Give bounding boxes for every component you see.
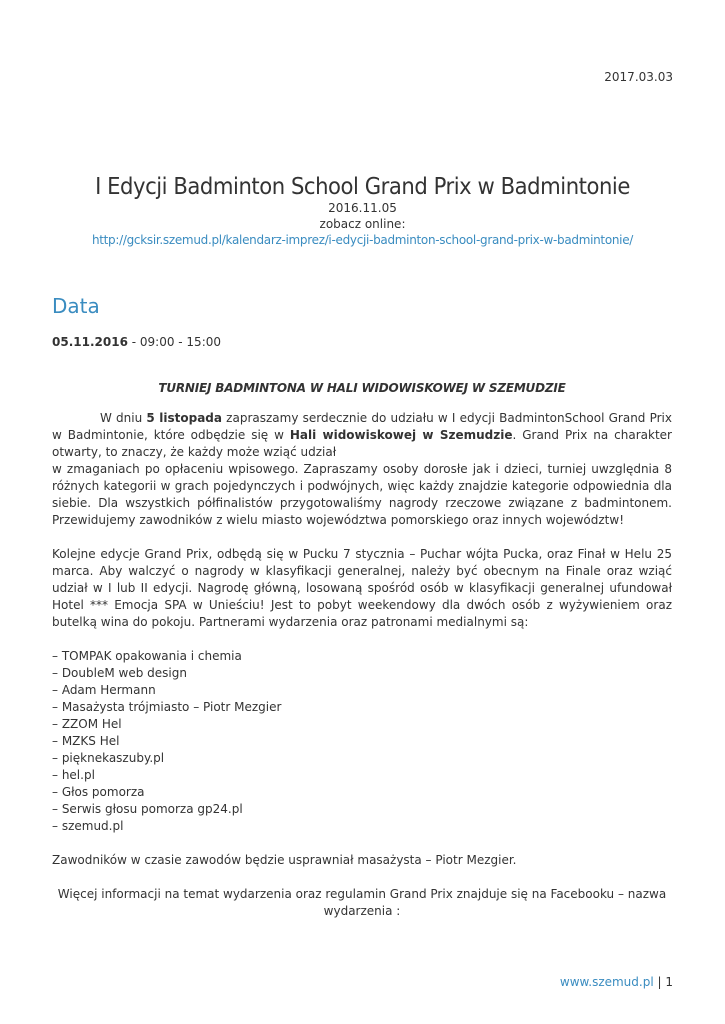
event-title: I Edycji Badminton School Grand Prix w Badmintonie xyxy=(95,174,630,200)
event-url-link[interactable]: http://gcksir.szemud.pl/kalendarz-imprez/i-edycji-badminton-school-grand-prix-w-badmintonie/ xyxy=(91,233,634,247)
event-header xyxy=(0,174,725,248)
sponsor-list xyxy=(52,648,672,835)
list-item: – pięknekaszuby.pl xyxy=(52,751,165,765)
intro-text-2: zapraszamy serdecznie do udziału w I edycji BadmintonSchool Grand Prix w Badmintonie, które odbędzie się w xyxy=(52,411,672,442)
intro-bold-venue: Hali widowiskowej w Szemudzie xyxy=(289,428,513,442)
paragraph-more-info: Więcej informacji na temat wydarzenia oraz regulamin Grand Prix znajduje się na Facebooku – nazwa wydarzenia : xyxy=(57,887,667,918)
list-item: – MZKS Hel xyxy=(52,734,120,748)
list-item: – TOMPAK opakowania i chemia xyxy=(52,649,242,663)
document-date: 2017.03.03 xyxy=(604,70,673,84)
list-item: – Adam Hermann xyxy=(52,683,156,697)
intro-text-3: . Grand Prix na charakter otwarty, to znaczy, że każdy może wziąć udział xyxy=(52,428,672,459)
event-datetime xyxy=(52,335,221,349)
article-body xyxy=(52,380,672,920)
article-headline: TURNIEJ BADMINTONA W HALI WIDOWISKOWEJ W SZEMUDZIE xyxy=(158,381,566,395)
intro-bold-date: 5 listopada xyxy=(146,411,222,425)
paragraph-editions: Kolejne edycje Grand Prix, odbędą się w Pucku 7 stycznia – Puchar wójta Pucka, oraz Finał w Helu 25 marca. Aby walczyć o nagrody w klasyfikacji generalnej, należy być obecnym na Finale oraz wziąć udział w I lub II edycji. Nagrodę główną, losowaną spośród osób w klasyfikacji generalnej ufundował Hotel *** Emocja SPA w Unieściu! Jest to pobyt weekendowy dla dwóch osób z wyżywieniem oraz butelką wina do pokoju. Partnerami wydarzenia oraz patronami medialnymi są: xyxy=(52,547,672,629)
footer-site-link[interactable]: www.szemud.pl xyxy=(559,975,654,989)
section-heading-data: Data xyxy=(52,294,100,318)
list-item: – Serwis głosu pomorza gp24.pl xyxy=(52,802,243,816)
footer-separator: | xyxy=(653,975,666,989)
page-number: 1 xyxy=(665,975,673,989)
list-item: – ZZOM Hel xyxy=(52,717,122,731)
paragraph-masseur: Zawodników w czasie zawodów będzie usprawniał masażysta – Piotr Mezgier. xyxy=(52,853,517,867)
list-item: – hel.pl xyxy=(52,768,95,782)
event-time-range: - 09:00 - 15:00 xyxy=(127,335,222,349)
list-item: – szemud.pl xyxy=(52,819,124,833)
intro-text-1: W dniu xyxy=(100,411,147,425)
list-item: – DoubleM web design xyxy=(52,666,187,680)
page-footer xyxy=(560,975,673,989)
list-item: – Głos pomorza xyxy=(52,785,145,799)
event-date-bold: 05.11.2016 xyxy=(52,335,128,349)
paragraph-intro-cont: w zmaganiach po opłaceniu wpisowego. Zapraszamy osoby dorosłe jak i dzieci, turniej uwzględnia 8 różnych kategorii w grach pojedynczych i podwójnych, więc każdy znajdzie kategorie odpowiednia dla siebie. Dla wszystkich półfinalistów przygotowaliśmy nagrody rzeczowe związane z badmintonem. Przewidujemy zawodników z wielu miasto województwa pomorskiego oraz innych województw! xyxy=(52,462,672,527)
event-date: 2016.11.05 xyxy=(328,201,397,215)
online-label: zobacz online: xyxy=(319,217,406,231)
list-item: – Masażysta trójmiasto – Piotr Mezgier xyxy=(52,700,282,714)
paragraph-intro xyxy=(52,410,672,461)
